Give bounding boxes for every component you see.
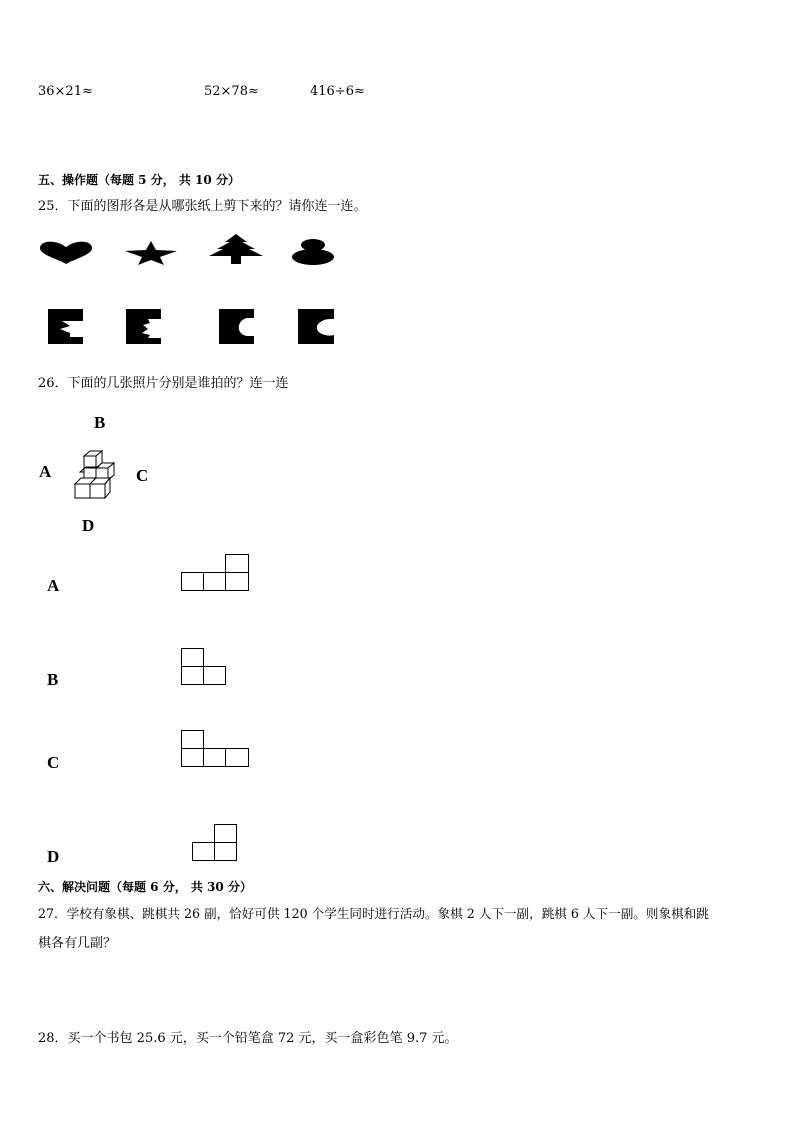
position-label-d: D <box>82 516 95 535</box>
cube-stack-figure <box>72 450 118 500</box>
view-photo-d <box>192 824 238 862</box>
question-25: 25．下面的图形各是从哪张纸上剪下来的？请你连一连。 <box>38 199 367 214</box>
paper-curve-cut <box>298 309 334 344</box>
view-photo-b <box>181 648 227 686</box>
star-shape <box>125 241 177 265</box>
paper-zigzag-cut <box>48 309 83 344</box>
question-27-line-2: 棋各有几副？ <box>38 936 117 951</box>
view-photo-c <box>181 730 250 768</box>
question-26: 26．下面的几张照片分别是谁拍的？连一连 <box>38 376 289 391</box>
snowman-shape <box>291 238 335 266</box>
photo-label-b: B <box>47 670 59 689</box>
estimate-2: 52×78≈ <box>204 84 259 99</box>
section-5-title: 五、操作题（每题 5 分， 共 10 分） <box>38 173 240 187</box>
tree-arrow-shape <box>209 234 263 264</box>
question-28: 28．买一个书包 25.6 元，买一个铅笔盒 72 元，买一盒彩色笔 9.7 元。 <box>38 1031 458 1046</box>
estimate-1: 36×21≈ <box>38 84 93 99</box>
paper-star-cut <box>126 309 161 344</box>
position-label-b: B <box>94 413 106 432</box>
photo-label-a: A <box>47 576 60 595</box>
view-photo-a <box>181 554 250 592</box>
position-label-c: C <box>136 466 149 485</box>
position-label-a: A <box>39 462 52 481</box>
paper-arc-cut <box>219 309 254 344</box>
heart-shape <box>40 241 92 265</box>
question-27-line-1: 27．学校有象棋、跳棋共 26 副，恰好可供 120 个学生同时进行活动。象棋 2 人下一副，跳棋 6 人下一副。则象棋和跳 <box>38 906 709 921</box>
section-6-title: 六、解决问题（每题 6 分， 共 30 分） <box>38 880 252 894</box>
photo-label-c: C <box>47 753 60 772</box>
photo-label-d: D <box>47 847 60 866</box>
estimate-3: 416÷6≈ <box>310 84 365 99</box>
